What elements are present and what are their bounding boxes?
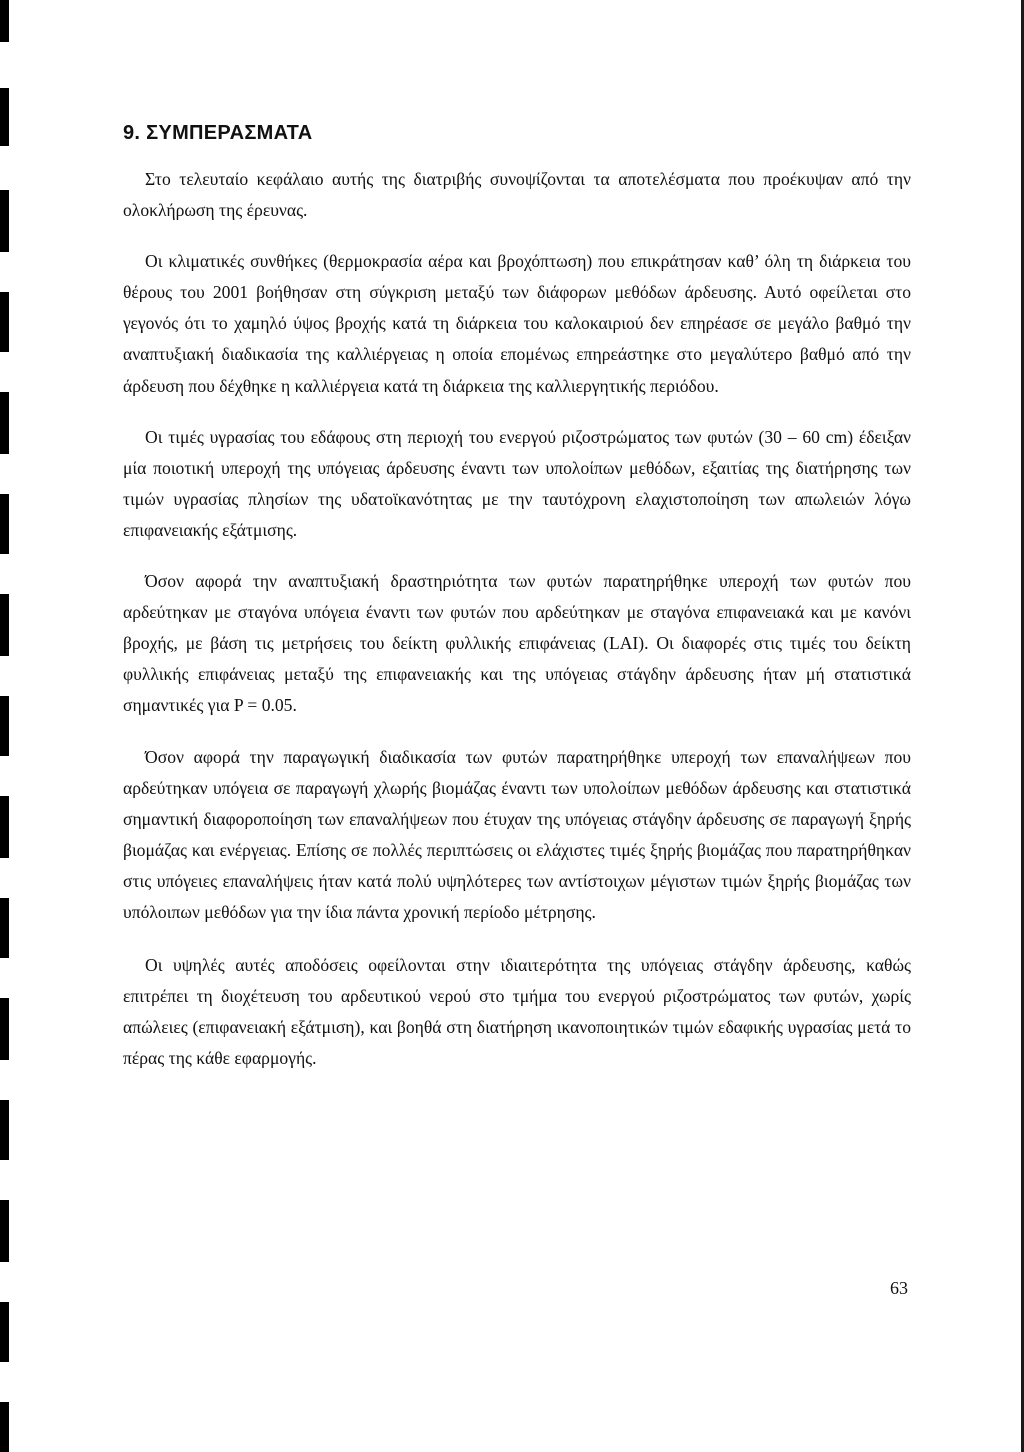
binding-mark (0, 898, 9, 958)
binding-mark (0, 0, 9, 42)
paragraph-intro: Στο τελευταίο κεφάλαιο αυτής της διατριβής συνοψίζονται τα αποτελέσματα που προέκυψαν από την ολοκλήρωση της έρευνας. (123, 169, 911, 221)
binding-mark (0, 1200, 9, 1262)
section-title: 9. ΣΥΜΠΕΡΑΣΜΑΤΑ (123, 122, 313, 144)
binding-mark (0, 392, 9, 454)
binding-mark (0, 494, 9, 554)
binding-mark (0, 594, 9, 656)
binding-mark (0, 1100, 9, 1160)
paragraph-production: Όσον αφορά την παραγωγική διαδικασία των φυτών παρατηρήθηκε υπεροχή των επαναλήψεων που αρδεύτηκαν υπόγεια σε παραγωγή χλωρής βιομάζας έναντι των υπολοίπων μεθόδων άρδευσης και στατιστικά σημαντική διαφοροποίηση των επαναλήψεων που έτυχαν της υπόγειας στάγδην άρδευσης σε παραγωγή ξηρής βιομάζας και ενέργειας. Επίσης σε πολλές περιπτώσεις οι ελάχιστες τιμές ξηρής βιομάζας που παρατηρήθηκαν στις υπόγειες επαναλήψεις ήταν κατά πολύ υψηλότερες των αντίστοιχων μέγιστων τιμών ξηρής βιομάζας των υπόλοιπων μεθόδων για την ίδια πάντα χρονική περίοδο μέτρησης. (123, 746, 911, 922)
binding-mark (0, 1302, 9, 1362)
paragraph-yields: Οι υψηλές αυτές αποδόσεις οφείλονται στην ιδιαιτερότητα της υπόγειας στάγδην άρδευσης, καθώς επιτρέπει τη διοχέτευση του αρδευτικού νερού στο τμήμα του ενεργού ριζοστρώματος των φυτών, χωρίς απώλειες (επιφανειακή εξάτμιση), και βοηθά στη διατήρηση ικανοποιητικών τιμών εδαφικής υγρασίας μετά το πέρας της κάθε εφαρμογής. (123, 955, 911, 1069)
binding-mark (0, 796, 9, 858)
paragraph-growth: Όσον αφορά την αναπτυξιακή δραστηριότητα των φυτών παρατηρήθηκε υπεροχή των φυτών που αρδεύτηκαν με σταγόνα υπόγεια έναντι των φυτών που αρδεύτηκαν με σταγόνα επιφανειακά και με κανόνι βροχής, με βάση τις μετρήσεις του δείκτη φυλλικής επιφάνειας (LAI). Οι διαφορές στις τιμές του δείκτη φυλλικής επιφάνειας μεταξύ της επιφανειακής και της υπόγειας στάγδην άρδευσης ήταν μή στατιστικά σημαντικές για P = 0.05. (123, 571, 911, 716)
page-number: 63 (890, 1278, 908, 1298)
document-body (123, 164, 911, 1074)
binding-mark (0, 998, 9, 1060)
paragraph-soil-moisture: Οι τιμές υγρασίας του εδάφους στη περιοχή του ενεργού ριζοστρώματος των φυτών (30 – 60 cm) έδειξαν μία ποιοτική υπεροχή της υπόγειας άρδευσης έναντι των υπολοίπων μεθόδων, εξαιτίας της διατήρησης των τιμών υγρασίας πλησίων της υδατοϊκανότητας με την ταυτόχρονη ελαχιστοποίηση των απωλειών λόγω επιφανειακής εξάτμισης. (123, 426, 911, 540)
binding-mark (0, 1402, 9, 1452)
binding-mark (0, 696, 9, 756)
binding-mark (0, 190, 9, 252)
paragraph-climate: Οι κλιματικές συνθήκες (θερμοκρασία αέρα και βροχόπτωση) που επικράτησαν καθ’ όλη τη διάρκεια του θέρους του 2001 βοήθησαν στη σύγκριση μεταξύ των διάφορων μεθόδων άρδευσης. Αυτό οφείλεται στο γεγονός ότι το χαμηλό ύψος βροχής κατά τη διάρκεια του καλοκαιριού δεν επηρέασε σε μεγάλο βαθμό την αναπτυξιακή διαδικασία της καλλιέργειας η οποία επομένως επηρεάστηκε στο μεγαλύτερο βαθμό από την άρδευση που δέχθηκε η καλλιέργεια κατά τη διάρκεια της καλλιεργητικής περιόδου. (123, 251, 911, 396)
binding-mark (0, 88, 9, 146)
binding-mark (0, 292, 9, 352)
